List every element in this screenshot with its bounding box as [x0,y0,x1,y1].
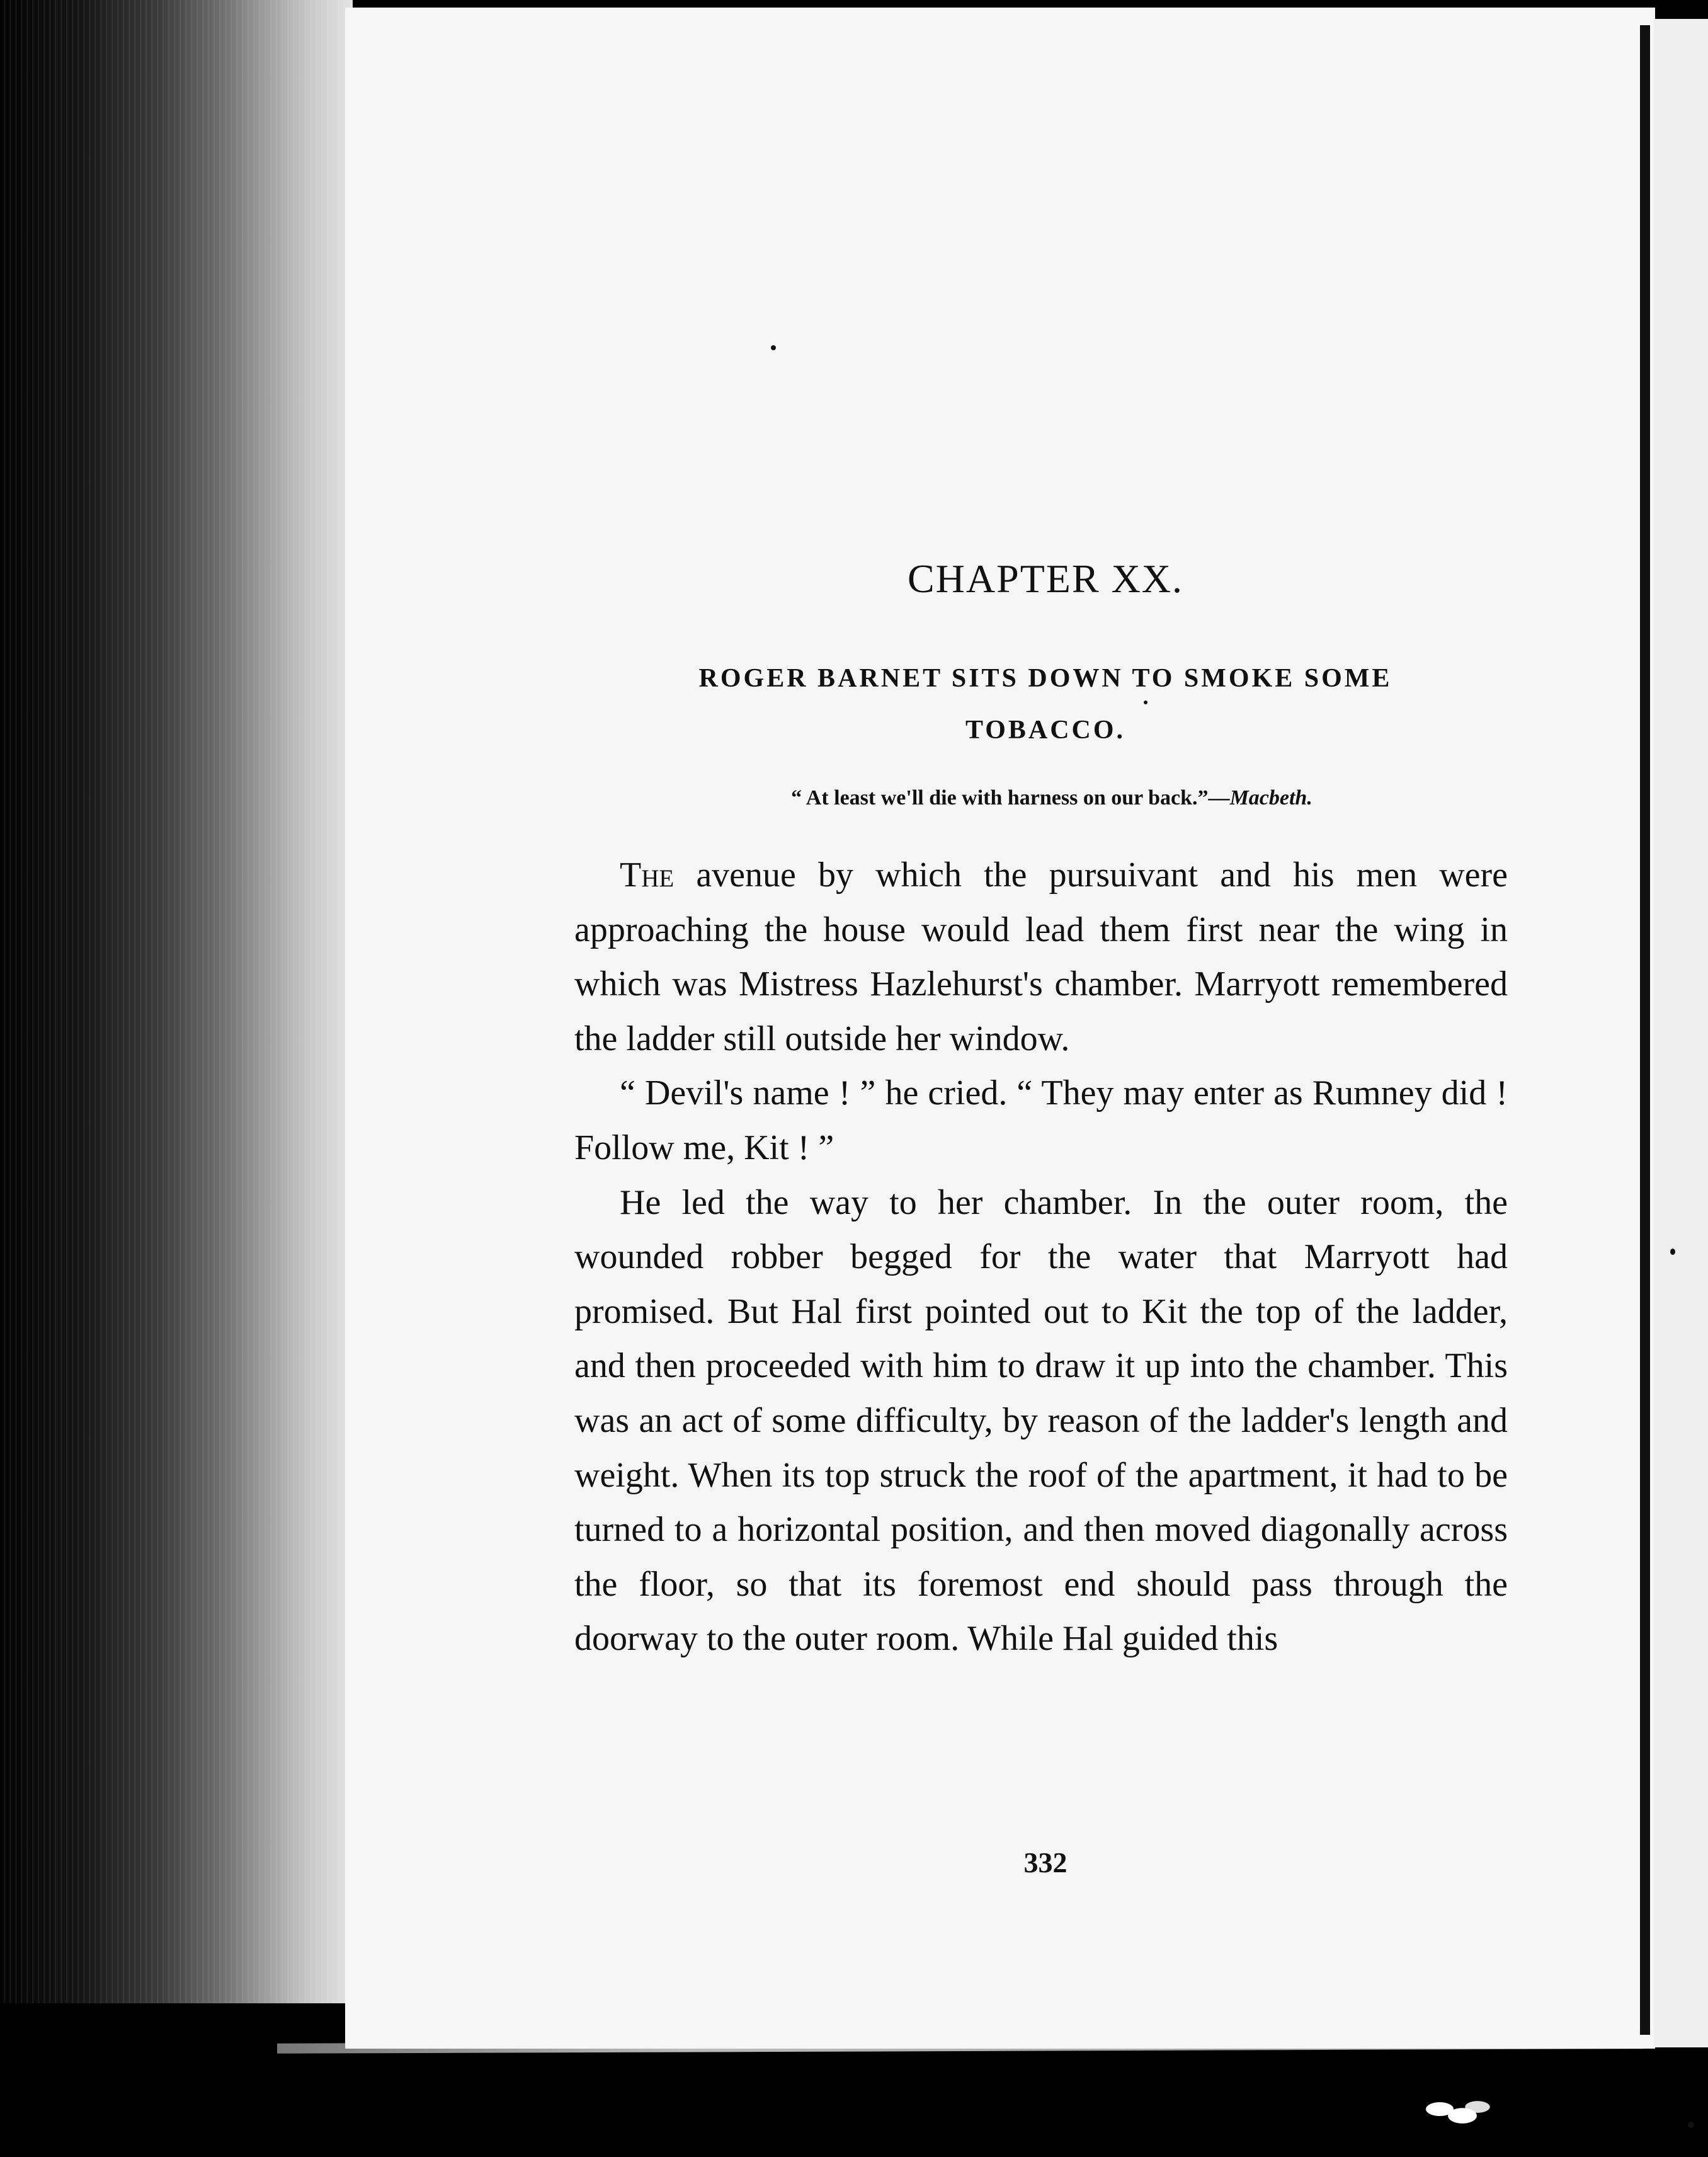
chapter-subtitle: ROGER BARNET SITS DOWN TO SMOKE SOME TOBACCO. [698,664,1392,745]
paragraph-1-text: avenue by which the pursuivant and his men were approaching the house would lead them first near the wing in which was Mistress Hazlehurst's chamber. Marryott remembered the ladder still outside her window. [574,855,1508,1058]
paragraph-3: He led the way to her chamber. In the outer room, the wounded robber begged for the water that Marryott had promised. But Hal first pointed out to Kit the top of the ladder, and then proceeded with him to draw it up into the chamber. This was an act of some difficulty, by reason of the ladder's length and weight. When its top struck the roof of the apartment, it had to be turned to a horizontal position, and then moved diagonally across the floor, so that its foremost end should pass through the doorway to the outer room. While Hal guided this [574,1182,1508,1659]
paragraph-1-lead: The [620,855,675,895]
body-text [574,848,1508,1666]
paragraph-1 [574,848,1508,1066]
epigraph-quote: “ At least we'll die with harness on our back.”— [791,786,1230,810]
paragraph-2: “ Devil's name ! ” he cried. “ They may enter as Rumney did ! Follow me, Kit ! ” [574,1073,1508,1167]
epigraph [705,786,1398,810]
page-stack-edge [0,0,353,2157]
facing-page-edge [1654,19,1708,2047]
chapter-title: CHAPTER XX. [907,556,1184,601]
speck [1670,1249,1675,1255]
speck [1688,2122,1694,2128]
speck [1144,701,1147,704]
page-number: 332 [1023,1846,1068,1879]
scan-smudge [1417,2091,1493,2136]
speck [771,345,776,350]
page-gutter-shadow [1640,25,1650,2035]
epigraph-attribution: Macbeth. [1229,786,1312,810]
